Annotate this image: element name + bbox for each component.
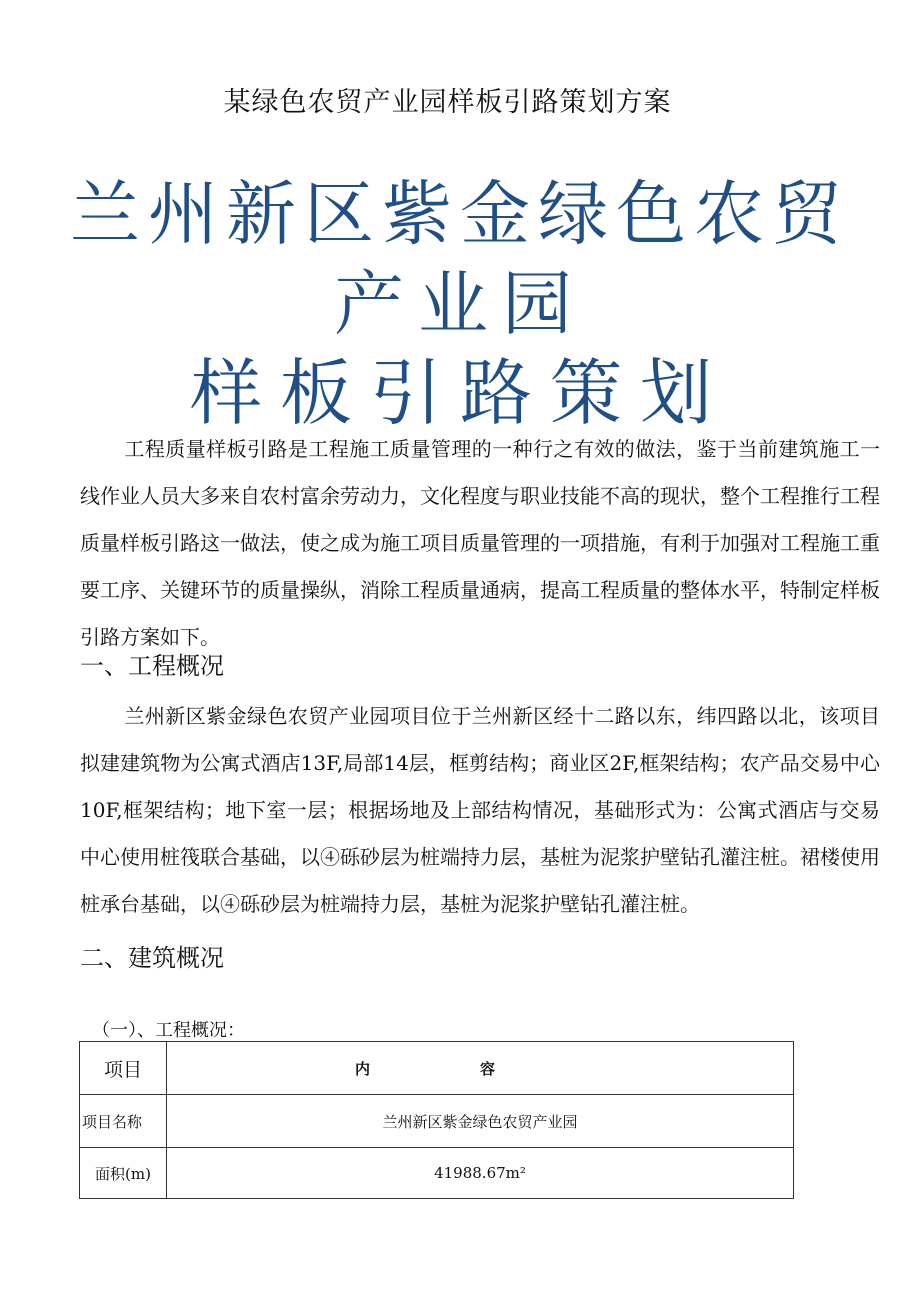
row-value-project-name: 兰州新区紫金绿色农贸产业园 <box>167 1095 794 1148</box>
subsection-heading: （一）、工程概况： <box>92 1020 245 1041</box>
big-title-line-3: 样板引路策划 <box>189 351 730 435</box>
intro-paragraph-text: 工程质量样板引路是工程施工质量管理的一种行之有效的做法，鉴于当前建筑施工一线作业人员大多来自农村富余劳动力，文化程度与职业技能不高的现状，整个工程推行工程质量样板引路这一做法，使之成为施工项目质量管理的一项措施，有利于加强对工程施工重要工序、关键环节的质量操纵，消除工程质量通病，提高工程质量的整体水平，特制定样板引路方案如下。 <box>80 437 880 649</box>
row-value-area: 41988.67m² <box>167 1148 794 1199</box>
big-title-line-1: 兰州新区紫金绿色农贸 <box>70 173 850 255</box>
header-content-cell: 内容 <box>167 1042 794 1095</box>
section1-heading: 一、工程概况 <box>80 652 224 680</box>
table-row <box>80 1095 794 1148</box>
big-title-line-2: 产业园 <box>334 263 586 345</box>
document-title: 某绿色农贸产业园样板引路策划方案 <box>223 87 672 118</box>
intro-paragraph <box>80 426 880 661</box>
section1-paragraph <box>80 693 880 928</box>
header-item-cell: 项目 <box>80 1042 167 1095</box>
row-label-area: 面积(m) <box>80 1148 167 1199</box>
project-info-table <box>79 1041 794 1199</box>
table-header-row <box>80 1042 794 1095</box>
section1-paragraph-text: 兰州新区紫金绿色农贸产业园项目位于兰州新区经十二路以东，纬四路以北，该项目拟建建筑物为公寓式酒店13F,局部14层，框剪结构；商业区2F,框架结构；农产品交易中心10F,框架结构；地下室一层；根据场地及上部结构情况，基础形式为：公寓式酒店与交易中心使用桩筏联合基础，以④砾砂层为桩端持力层，基桩为泥浆护壁钻孔灌注桩。裙楼使用桩承台基础，以④砾砂层为桩端持力层，基桩为泥浆护壁钻孔灌注桩。 <box>80 704 880 916</box>
section2-heading: 二、建筑概况 <box>80 944 224 972</box>
row-label-project-name: 项目名称 <box>80 1095 167 1148</box>
table-row <box>80 1148 794 1199</box>
